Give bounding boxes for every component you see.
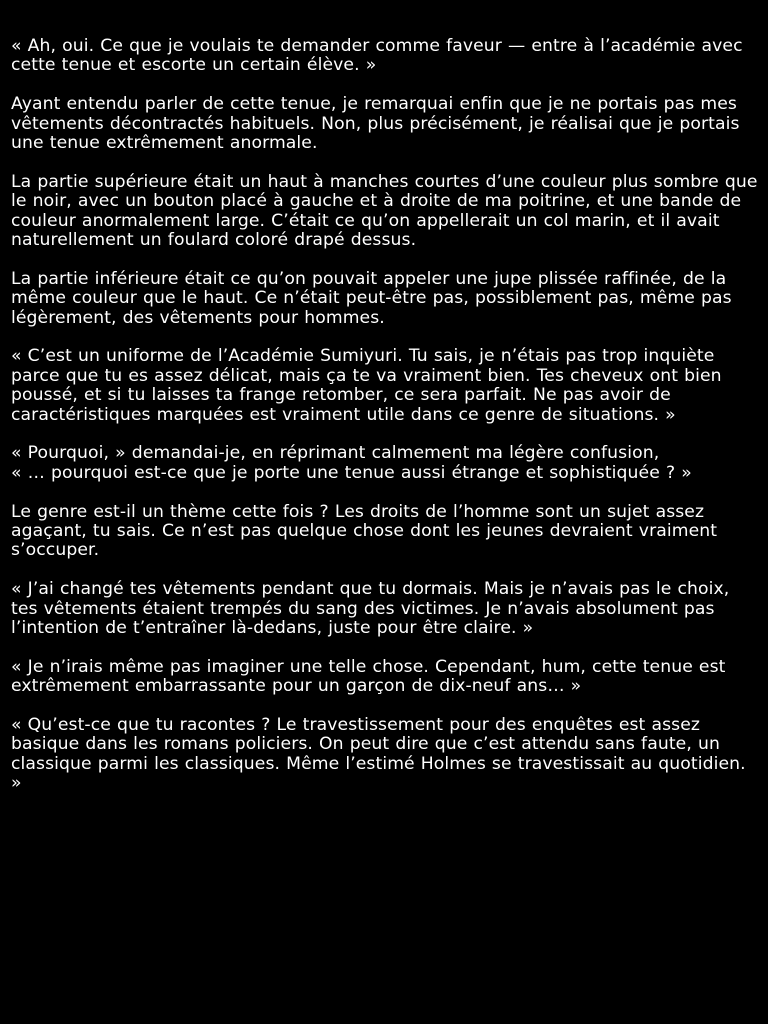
paragraph-10: « Qu’est-ce que tu racontes ? Le travestissement pour des enquêtes est assez basique dans les romans policiers. On peut dire que c’est attendu sans faute, un classique parmi les classiques. Même l’estimé Holmes se travestissait au quotidien. » <box>11 715 746 794</box>
paragraph-8: « J’ai changé tes vêtements pendant que tu dormais. Mais je n’avais pas le choix, tes vêtements étaient trempés du sang des victimes. Je n’avais absolument pas l’intention de t’entraîner là-dedans, juste pour être claire. » <box>11 579 730 639</box>
paragraph-9: « Je n’irais même pas imaginer une telle chose. Cependant, hum, cette tenue est extrêmement embarrassante pour un garçon de dix-neuf ans… » <box>11 656 726 697</box>
paragraph-1: « Ah, oui. Ce que je voulais te demander comme faveur — entre à l’académie avec cette tenue et escorte un certain élève. » <box>11 36 743 76</box>
paragraph-4: La partie inférieure était ce qu’on pouvait appeler une jupe plissée raffinée, de la même couleur que le haut. Ce n’était peut-être pas, possiblement pas, même pas légèrement, des vêtements pour hommes. <box>11 268 732 328</box>
paragraph-2: Ayant entendu parler de cette tenue, je remarquai enfin que je ne portais pas mes vêtements décontractés habituels. Non, plus précisément, je réalisai que je portais une tenue extrêmement anormale. <box>11 94 740 154</box>
paragraph-3: La partie supérieure était un haut à manches courtes d’une couleur plus sombre que le noir, avec un bouton placé à gauche et à droite de ma poitrine, et une bande de couleur anormalement large. C’était ce qu’on appellerait un col marin, et il avait naturellement un foulard coloré drapé dessus. <box>11 171 758 251</box>
paragraph-6: « Pourquoi, » demandai-je, en réprimant calmement ma légère confusion, « … pourquoi est-ce que je porte une tenue aussi étrange et sophistiquée ? » <box>11 443 692 483</box>
paragraph-7: Le genre est-il un thème cette fois ? Les droits de l’homme sont un sujet assez agaçant, tu sais. Ce n’est pas quelque chose dont les jeunes devraient vraiment s’occuper. <box>11 501 718 561</box>
paragraph-5: « C’est un uniforme de l’Académie Sumiyuri. Tu sais, je n’étais pas trop inquiète parce que tu es assez délicat, mais ça te va vraiment bien. Tes cheveux ont bien poussé, et si tu laisses ta frange retomber, ce sera parfait. Ne pas avoir de caractéristiques marquées est vraiment utile dans ce genre de situations. » <box>11 346 722 425</box>
